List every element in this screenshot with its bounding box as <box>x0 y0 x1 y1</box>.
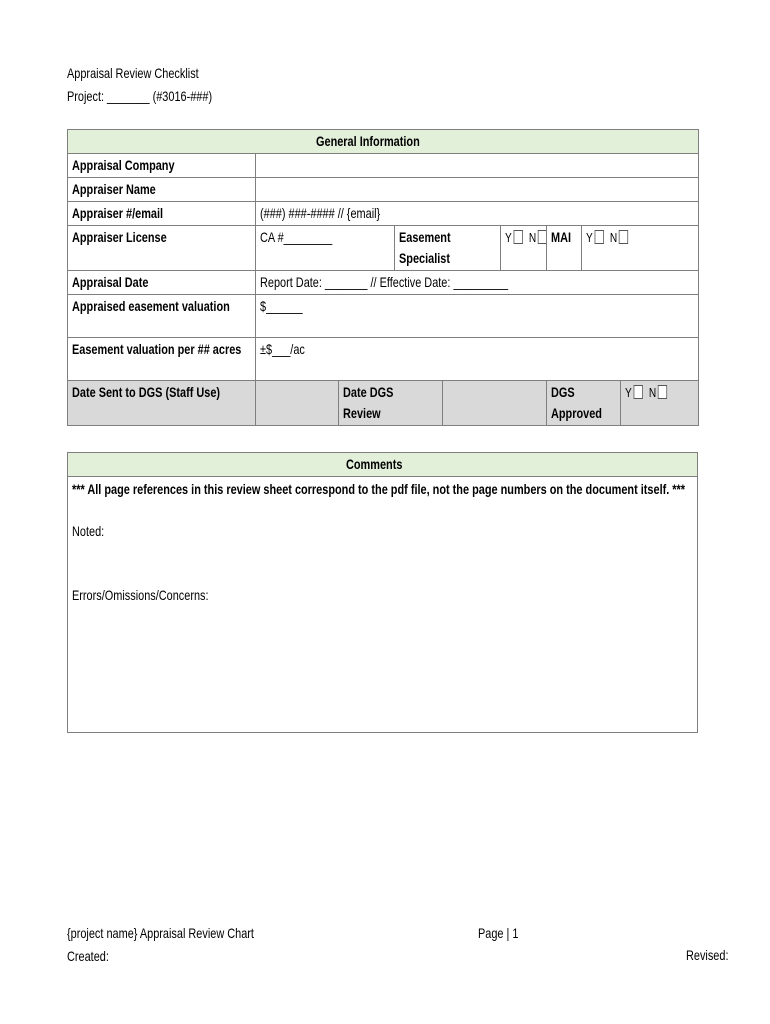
dgs-sent-field[interactable] <box>256 381 339 426</box>
mai-yn[interactable]: Y N <box>582 226 699 271</box>
easement-specialist-label: Easement Specialist <box>395 226 501 271</box>
dgs-approved-label: DGS Approved <box>547 381 621 426</box>
footer-page-number: Page | 1 <box>478 925 519 941</box>
appraiser-id-label: Appraiser #/email <box>68 202 256 226</box>
comments-heading: Comments <box>68 453 698 477</box>
appraiser-license-label: Appraiser License <box>68 226 256 271</box>
footer-revised: Revised: <box>686 947 729 963</box>
comments-table <box>67 452 698 733</box>
appraisal-date-field[interactable]: Report Date: _______ // Effective Date: _________ <box>256 271 699 295</box>
appraised-valuation-label: Appraised easement valuation <box>68 295 256 338</box>
appraiser-license-field[interactable]: CA #________ <box>256 226 395 271</box>
general-information-heading: General Information <box>68 130 699 154</box>
appraised-valuation-field[interactable]: $______ <box>256 295 699 338</box>
comments-errors-label: Errors/Omissions/Concerns: <box>72 587 209 603</box>
comments-noted-label: Noted: <box>72 523 105 539</box>
appraiser-name-field[interactable] <box>256 178 699 202</box>
easement-specialist-yn[interactable]: Y N <box>501 226 547 271</box>
appraisal-date-label: Appraisal Date <box>68 271 256 295</box>
mai-label: MAI <box>547 226 582 271</box>
footer-left <box>67 922 307 968</box>
yes-checkbox[interactable] <box>513 230 522 244</box>
appraisal-company-label: Appraisal Company <box>68 154 256 178</box>
appraisal-company-field[interactable] <box>256 154 699 178</box>
dgs-review-field[interactable] <box>443 381 547 426</box>
valuation-per-acre-field[interactable]: ±$___/ac <box>256 338 699 381</box>
comments-note: *** All page references in this review sheet correspond to the pdf file, not the page numbers on the document itself. *** <box>72 481 686 497</box>
no-checkbox[interactable] <box>658 385 667 399</box>
document-header <box>67 62 253 108</box>
dgs-sent-label: Date Sent to DGS (Staff Use) <box>68 381 256 426</box>
appraiser-id-field[interactable]: (###) ###-#### // {email} <box>256 202 699 226</box>
document-title: Appraisal Review Checklist <box>67 65 199 81</box>
valuation-per-acre-label: Easement valuation per ## acres <box>68 338 256 381</box>
yes-checkbox[interactable] <box>633 385 642 399</box>
project-line: Project: _______ (#3016-###) <box>67 88 213 104</box>
appraiser-name-label: Appraiser Name <box>68 178 256 202</box>
yes-checkbox[interactable] <box>594 230 603 244</box>
general-information-table <box>67 129 699 426</box>
footer-created: Created: <box>67 948 109 964</box>
comments-body[interactable] <box>68 477 698 733</box>
footer-chart-name: {project name} Appraisal Review Chart <box>67 925 254 941</box>
no-checkbox[interactable] <box>538 230 547 244</box>
no-checkbox[interactable] <box>619 230 628 244</box>
dgs-approved-yn[interactable]: Y N <box>621 381 699 426</box>
dgs-review-label: Date DGS Review <box>339 381 443 426</box>
